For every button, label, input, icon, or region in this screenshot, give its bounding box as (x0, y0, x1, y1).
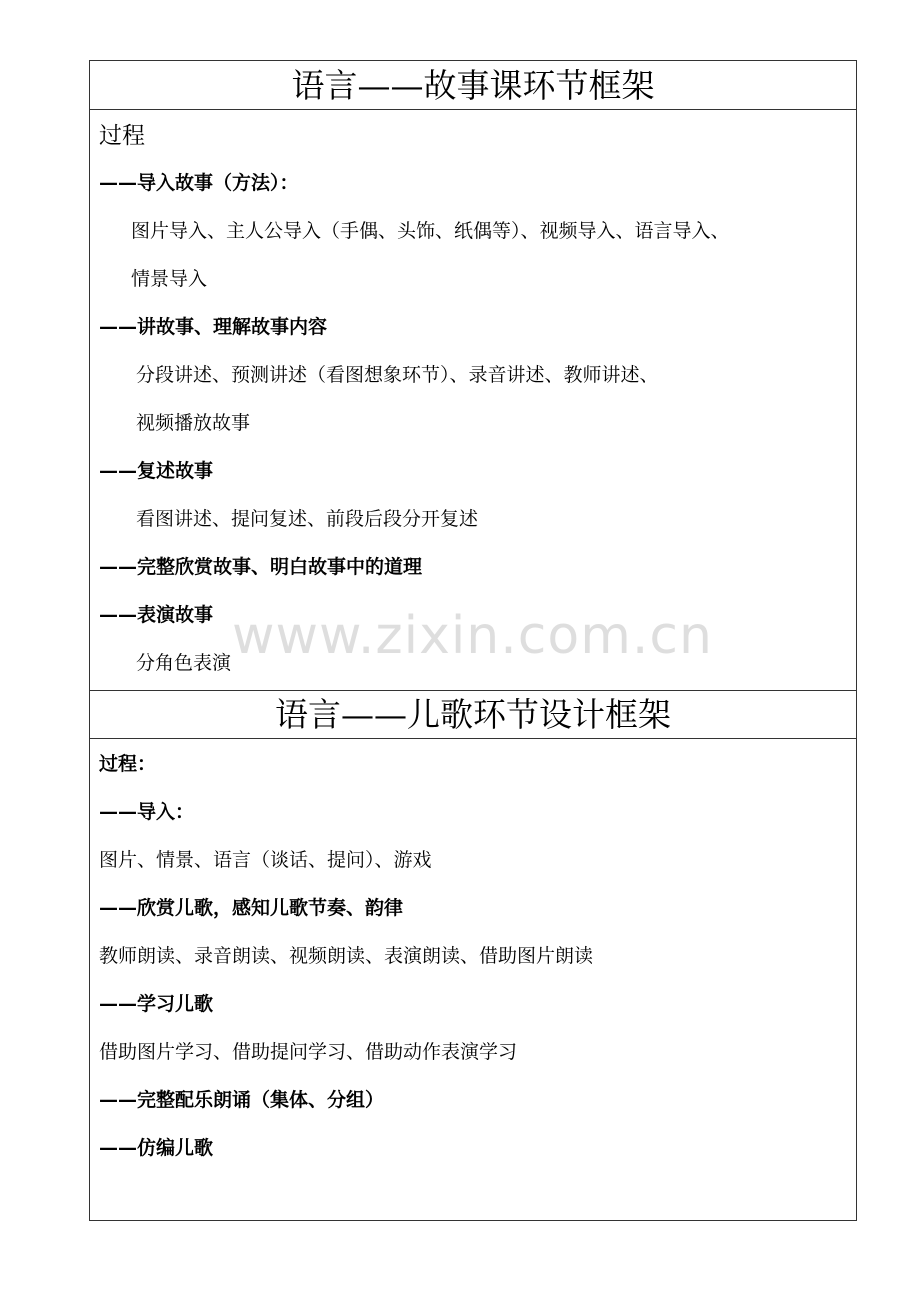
step-heading: ——仿编儿歌 (99, 1137, 214, 1159)
step-detail: 图片、情景、语言（谈话、提问）、游戏 (99, 849, 432, 871)
step-heading: ——导入： (99, 801, 195, 823)
story-section-title: 语言——故事课环节框架 (90, 61, 856, 110)
step-detail: 情景导入 (131, 268, 208, 290)
step-heading: ——学习儿歌 (99, 993, 214, 1015)
step-heading: ——讲故事、理解故事内容 (99, 316, 328, 338)
step-heading: ——导入故事（方法）： (99, 172, 299, 194)
step-detail: 看图讲述、提问复述、前段后段分开复述 (136, 508, 479, 530)
step-heading: ——复述故事 (99, 460, 214, 482)
process-label: 过程： (99, 753, 157, 775)
step-heading: ——欣赏儿歌，感知儿歌节奏、韵律 (99, 897, 404, 919)
step-detail: 视频播放故事 (136, 412, 251, 434)
step-detail: 教师朗读、录音朗读、视频朗读、表演朗读、借助图片朗读 (99, 945, 594, 967)
site-watermark: www.zixin.com.cn (232, 606, 713, 666)
document-table (89, 60, 857, 1221)
nursery-rhyme-section-title: 语言——儿歌环节设计框架 (90, 690, 856, 739)
step-detail: 分角色表演 (136, 652, 232, 674)
step-heading: ——表演故事 (99, 604, 214, 626)
step-heading: ——完整欣赏故事、明白故事中的道理 (99, 556, 423, 578)
story-section-body (90, 110, 856, 690)
step-detail: 借助图片学习、借助提问学习、借助动作表演学习 (99, 1041, 518, 1063)
nursery-rhyme-section-body (90, 739, 856, 1220)
step-detail: 分段讲述、预测讲述（看图想象环节）、录音讲述、教师讲述、 (136, 364, 659, 386)
process-label: 过程 (99, 123, 145, 149)
step-detail: 图片导入、主人公导入（手偶、头饰、纸偶等）、视频导入、语言导入、 (131, 220, 730, 242)
step-heading: ——完整配乐朗诵（集体、分组） (99, 1089, 385, 1111)
